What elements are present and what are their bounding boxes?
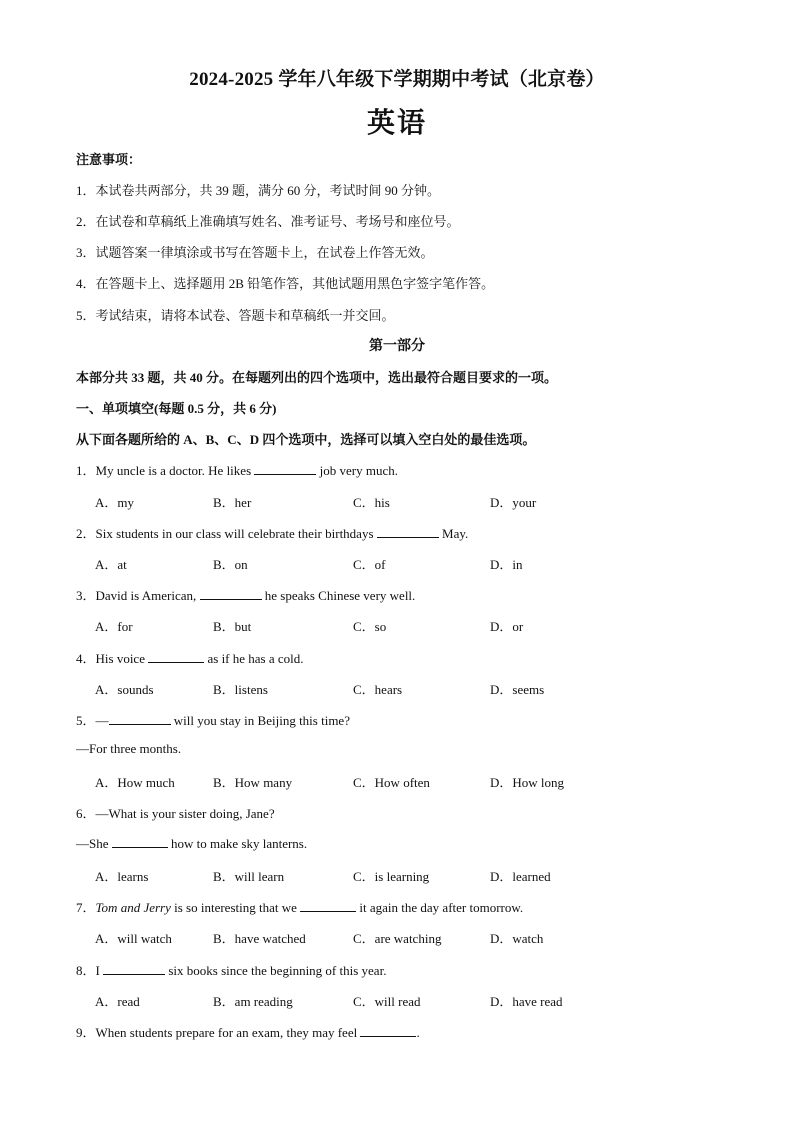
question-text: His voice [95, 651, 149, 666]
option-c[interactable]: C．will read [353, 994, 421, 1009]
answer-blank[interactable] [377, 525, 439, 538]
question-text: how to make sky lanterns. [167, 836, 308, 851]
question-text: — [95, 713, 109, 728]
option-b[interactable]: B．will learn [213, 869, 285, 884]
option-a[interactable]: A．read [95, 994, 140, 1009]
options-row [95, 866, 715, 884]
question-number: 5． [76, 713, 96, 728]
question-4 [76, 648, 304, 667]
option-a[interactable]: A．sounds [95, 682, 154, 697]
question-3 [76, 585, 415, 604]
question-text: six books since the beginning of this year. [165, 963, 387, 978]
question-text: —She [76, 836, 112, 851]
question-7 [76, 897, 523, 916]
option-c[interactable]: C．of [353, 557, 386, 572]
question-text: it again the day after tomorrow. [356, 900, 524, 915]
section-title: 一、单项填空(每题 0.5 分，共 6 分) [76, 401, 277, 416]
question-number: 8． [76, 963, 96, 978]
notice-item: 2．在试卷和草稿纸上准确填写姓名、准考证号、考场号和座位号。 [76, 214, 460, 229]
option-d[interactable]: D．How long [490, 775, 565, 790]
question-text: . [416, 1025, 420, 1040]
option-c[interactable]: C．hears [353, 682, 403, 697]
question-text: May. [438, 526, 469, 541]
answer-blank[interactable] [148, 650, 204, 663]
answer-blank[interactable] [103, 962, 165, 975]
options-row [95, 492, 715, 510]
question-text: he speaks Chinese very well. [261, 588, 416, 603]
part-one-heading: 第一部分 [369, 339, 425, 354]
question-text: —What is your sister doing, Jane? [95, 806, 275, 821]
question-number: 4． [76, 651, 96, 666]
option-a[interactable]: A．learns [95, 869, 149, 884]
answer-blank[interactable] [360, 1024, 416, 1037]
question-text: Six students in our class will celebrate their birthdays [95, 526, 377, 541]
option-d[interactable]: D．in [490, 557, 523, 572]
show-title: Tom and Jerry [95, 900, 171, 915]
question-text: is so interesting that we [170, 900, 301, 915]
option-d[interactable]: D．or [490, 619, 524, 634]
option-d[interactable]: D．watch [490, 931, 544, 946]
question-number: 3． [76, 588, 96, 603]
option-b[interactable]: B．have watched [213, 931, 306, 946]
options-row [95, 928, 715, 946]
answer-blank[interactable] [254, 462, 316, 475]
notice-item: 3．试题答案一律填涂或书写在答题卡上，在试卷上作答无效。 [76, 245, 434, 260]
question-number: 6． [76, 806, 96, 821]
option-d[interactable]: D．learned [490, 869, 551, 884]
answer-blank[interactable] [109, 712, 171, 725]
question-text: job very much. [316, 463, 398, 478]
option-a[interactable]: A．at [95, 557, 127, 572]
option-c[interactable]: C．so [353, 619, 387, 634]
option-b[interactable]: B．but [213, 619, 252, 634]
question-text: My uncle is a doctor. He likes [95, 463, 255, 478]
options-row [95, 991, 715, 1009]
question-text: David is American, [95, 588, 200, 603]
answer-blank[interactable] [112, 835, 168, 848]
question-text: will you stay in Beijing this time? [170, 713, 350, 728]
notice-heading: 注意事项： [76, 152, 142, 167]
question-6 [76, 803, 275, 822]
question-9 [76, 1022, 420, 1041]
option-a[interactable]: A．How much [95, 775, 175, 790]
option-b[interactable]: B．on [213, 557, 248, 572]
notice-item: 1．本试卷共两部分，共 39 题，满分 60 分，考试时间 90 分钟。 [76, 183, 441, 198]
option-c[interactable]: C．are watching [353, 931, 442, 946]
question-text: I [95, 963, 104, 978]
option-b[interactable]: B．am reading [213, 994, 293, 1009]
option-b[interactable]: B．listens [213, 682, 268, 697]
question-number: 9． [76, 1025, 96, 1040]
question-2 [76, 523, 468, 542]
option-d[interactable]: D．seems [490, 682, 545, 697]
option-a[interactable]: A．my [95, 495, 135, 510]
question-text: as if he has a cold. [204, 651, 304, 666]
subject-title: 英语 [366, 108, 427, 139]
option-a[interactable]: A．for [95, 619, 133, 634]
option-d[interactable]: D．have read [490, 994, 563, 1009]
question-8 [76, 960, 386, 979]
option-c[interactable]: C．is learning [353, 869, 430, 884]
options-row [95, 772, 715, 790]
question-number: 2． [76, 526, 96, 541]
question-number: 1． [76, 463, 96, 478]
question-number: 7． [76, 900, 96, 915]
answer-blank[interactable] [200, 587, 262, 600]
option-b[interactable]: B．How many [213, 775, 293, 790]
question-1 [76, 460, 398, 479]
option-c[interactable]: C．How often [353, 775, 430, 790]
options-row [95, 679, 715, 697]
part-intro: 本部分共 33 题，共 40 分。在每题列出的四个选项中，选出最符合题目要求的一项。 [76, 370, 558, 385]
option-a[interactable]: A．will watch [95, 931, 172, 946]
options-row [95, 616, 715, 634]
dialogue-reply: —For three months. [76, 741, 182, 756]
question-text: When students prepare for an exam, they may feel [95, 1025, 361, 1040]
option-b[interactable]: B．her [213, 495, 252, 510]
options-row [95, 554, 715, 572]
dialogue-reply [76, 835, 307, 852]
answer-blank[interactable] [300, 899, 356, 912]
notice-item: 4．在答题卡上、选择题用 2B 铅笔作答，其他试题用黑色字签字笔作答。 [76, 276, 495, 291]
question-5 [76, 710, 350, 729]
exam-title: 2024-2025 学年八年级下学期期中考试（北京卷） [189, 69, 605, 90]
section-instruction: 从下面各题所给的 A、B、C、D 四个选项中，选择可以填入空白处的最佳选项。 [76, 432, 536, 447]
option-d[interactable]: D．your [490, 495, 537, 510]
notice-item: 5．考试结束，请将本试卷、答题卡和草稿纸一并交回。 [76, 308, 395, 323]
option-c[interactable]: C．his [353, 495, 390, 510]
